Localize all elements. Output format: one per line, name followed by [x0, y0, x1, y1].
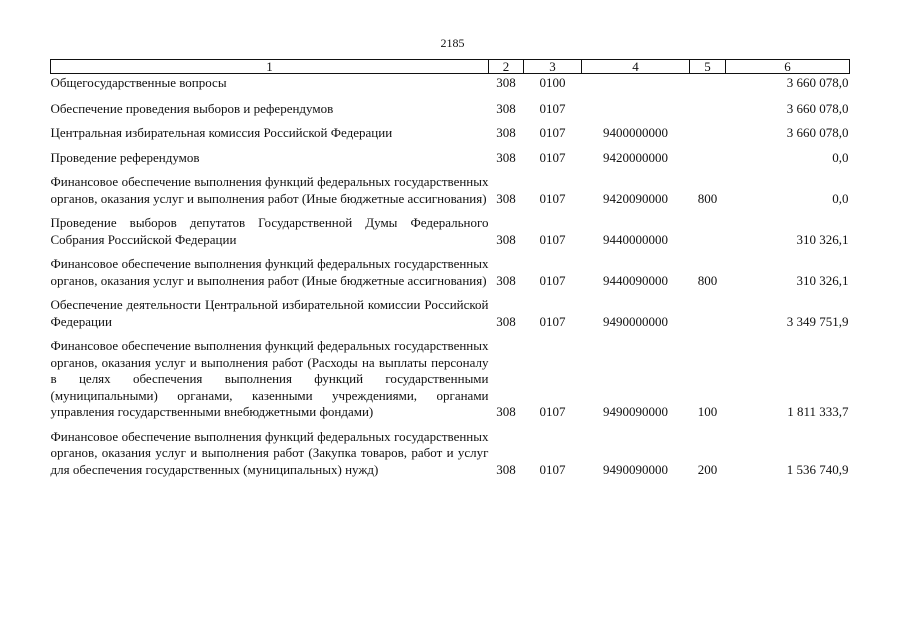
row-name: Проведение референдумов — [50, 149, 200, 165]
row-expense-type: 200 — [697, 461, 718, 477]
row-expense-type — [690, 289, 726, 330]
row-target-code — [582, 74, 690, 92]
table-row — [51, 142, 850, 167]
row-section-code: 0100 — [539, 75, 566, 90]
row-amount: 0,0 — [832, 149, 849, 165]
row-section-code: 0107 — [539, 272, 566, 288]
column-header: 1 — [51, 60, 489, 74]
table-row — [51, 289, 850, 330]
row-amount: 1 536 740,9 — [786, 461, 849, 477]
row-expense-type — [690, 207, 726, 248]
row-ministry-code: 308 — [496, 75, 516, 90]
row-target-code: 9440090000 — [603, 272, 668, 288]
row-amount: 0,0 — [832, 190, 849, 206]
row-section-code: 0107 — [539, 461, 566, 477]
row-name: Проведение выборов депутатов Государственной Думы Федерального Собрания Российской Федерации — [50, 215, 489, 247]
row-ministry-code: 308 — [496, 461, 516, 477]
row-section-code: 0107 — [539, 404, 566, 419]
row-name: Финансовое обеспечение выполнения функций федеральных государственных органов, оказания услуг и выполнения работ (Иные бюджетные ассигнования) — [50, 174, 489, 206]
row-amount: 3 660 078,0 — [786, 125, 849, 140]
row-amount: 1 811 333,7 — [787, 404, 849, 419]
row-expense-type — [690, 142, 726, 167]
row-name: Центральная избирательная комиссия Российской Федерации — [50, 125, 393, 140]
row-ministry-code: 308 — [496, 313, 516, 329]
row-amount: 310 326,1 — [796, 231, 849, 247]
row-section-code: 0107 — [539, 313, 566, 329]
table-row — [51, 166, 850, 207]
row-section-code: 0107 — [539, 149, 566, 165]
column-header: 2 — [489, 60, 524, 74]
row-section-code: 0107 — [539, 100, 566, 116]
table-row — [51, 117, 850, 142]
row-target-code: 9490090000 — [603, 461, 668, 477]
row-target-code: 9420000000 — [603, 149, 668, 165]
row-expense-type: 800 — [697, 190, 718, 206]
table-row — [51, 207, 850, 248]
row-amount: 310 326,1 — [796, 272, 849, 288]
row-name: Финансовое обеспечение выполнения функций федеральных государственных органов, оказания услуг и выполнения работ (Иные бюджетные ассигнования) — [50, 256, 489, 288]
row-amount: 3 660 078,0 — [786, 100, 849, 116]
column-header: 6 — [726, 60, 850, 74]
table-row — [51, 248, 850, 289]
row-amount: 3 349 751,9 — [786, 313, 849, 329]
table-row — [51, 74, 850, 92]
table-header — [51, 60, 850, 74]
row-expense-type — [690, 92, 726, 118]
row-name: Обеспечение проведения выборов и референдумов — [50, 100, 334, 116]
row-section-code: 0107 — [539, 125, 566, 140]
row-name: Финансовое обеспечение выполнения функций федеральных государственных органов, оказания услуг и выполнения работ (Закупка товаров, работ и услуг для обеспечения государственных (муниципальных) нужд) — [50, 428, 489, 477]
row-target-code: 9490000000 — [603, 313, 668, 329]
column-header: 3 — [524, 60, 582, 74]
row-name: Финансовое обеспечение выполнения функций федеральных государственных органов, оказания услуг и выполнения работ (Расходы на выплаты персоналу в целях обеспечения выполнения функций государственными (муниципальными) органами, казенными учреждениями, органами управления государственными внебюджетными фондами) — [50, 338, 489, 419]
row-section-code: 0107 — [539, 231, 566, 247]
column-header: 4 — [582, 60, 690, 74]
row-target-code: 9420090000 — [603, 190, 668, 206]
column-header: 5 — [690, 60, 726, 74]
row-ministry-code: 308 — [496, 190, 516, 206]
row-target-code: 9440000000 — [603, 231, 668, 247]
table-row — [51, 330, 850, 421]
row-ministry-code: 308 — [496, 100, 516, 116]
row-ministry-code: 308 — [496, 272, 516, 288]
row-name: Обеспечение деятельности Центральной избирательной комиссии Российской Федерации — [50, 297, 489, 329]
row-ministry-code: 308 — [496, 149, 516, 165]
row-name: Общегосударственные вопросы — [50, 75, 227, 90]
row-target-code: 9490090000 — [603, 404, 668, 419]
table-row — [51, 92, 850, 118]
row-expense-type: 800 — [697, 272, 718, 288]
row-expense-type — [690, 117, 726, 142]
row-expense-type: 100 — [697, 404, 718, 419]
row-section-code: 0107 — [539, 190, 566, 206]
row-ministry-code: 308 — [496, 125, 516, 140]
page-number: 2185 — [440, 36, 465, 50]
row-expense-type — [690, 74, 726, 92]
budget-table — [50, 59, 850, 478]
table-row — [51, 421, 850, 479]
row-ministry-code: 308 — [496, 231, 516, 247]
row-target-code: 9400000000 — [603, 125, 668, 140]
row-ministry-code: 308 — [496, 404, 516, 419]
row-target-code — [582, 92, 690, 118]
row-amount: 3 660 078,0 — [786, 75, 849, 90]
